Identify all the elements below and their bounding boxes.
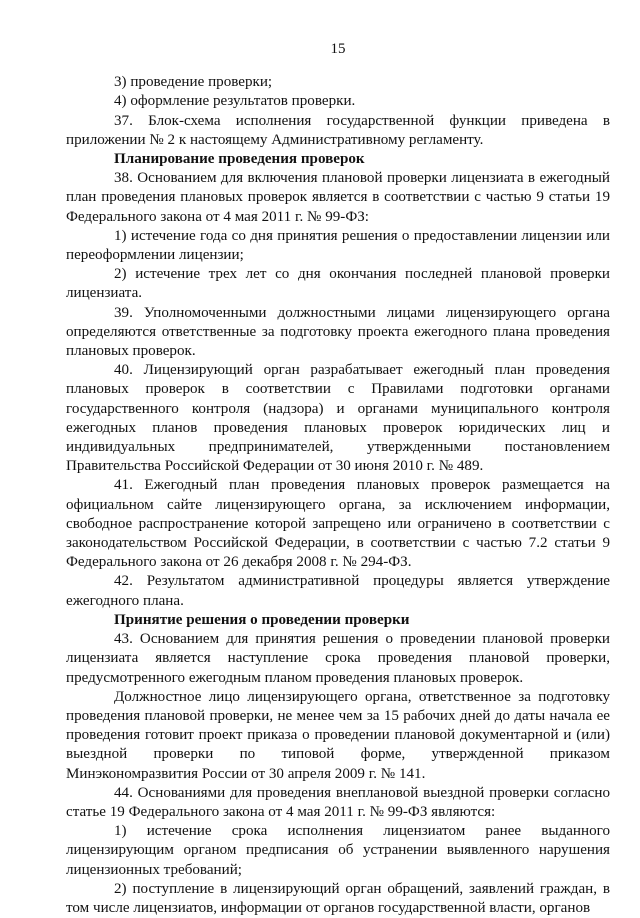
page-number: 15: [330, 41, 346, 57]
paragraph-44: 44. Основаниями для проведения внеплановой выездной проверки согласно статье 19 Федерального закона от 4 мая 2011 г. № 99-ФЗ являются:: [66, 784, 610, 820]
paragraph-38: 38. Основанием для включения плановой проверки лицензиата в ежегодный план проведения плановых проверок является в соответствии с частью 9 статьи 19 Федерального закона от 4 мая 2011 г. № 99-ФЗ:: [66, 170, 610, 225]
list-item: 3) проведение проверки;: [114, 74, 273, 91]
paragraph-40: 40. Лицензирующий орган разрабатывает ежегодный план проведения плановых проверок в соответствии с Правилами подготовки органами государственного контроля (надзора) и органами муниципального контроля ежегодных планов проведения плановых проверок юридических лиц и индивидуальных предпринимателей, утвержденными постановлением Правительства Российской Федерации от 30 июня 2010 г. № 489.: [66, 362, 610, 475]
section-heading-planning: Планирование проведения проверок: [114, 151, 365, 168]
paragraph-official: Должностное лицо лицензирующего органа, ответственное за подготовку проведения плановой проверки, не менее чем за 15 рабочих дней до даты начала ее проведения готовит проект приказа о проведении плановой документарной и (или) выездной проверки по типовой форме, утвержденной приказом Минэкономразвития России от 30 апреля 2009 г. № 141.: [66, 688, 610, 782]
section-heading-decision: Принятие решения о проведении проверки: [114, 611, 410, 628]
paragraph-42: 42. Результатом административной процедуры является утверждение ежегодного плана.: [66, 573, 610, 609]
list-item: 2) поступление в лицензирующий орган обращений, заявлений граждан, в том числе лицензиатов, информации от органов государственной власти, органов: [66, 880, 610, 916]
paragraph-39: 39. Уполномоченными должностными лицами лицензирующего органа определяются ответственные за подготовку проекта ежегодного плана проведения плановых проверок.: [66, 304, 610, 360]
paragraph-41: 41. Ежегодный план проведения плановых проверок размещается на официальном сайте лицензирующего органа, за исключением информации, свободное распространение которой запрещено или ограничено в соответствии с законодательством Российской Федерации, в соответствии с частью 7.2 статьи 9 Федерального закона от 26 декабря 2008 г. № 294-ФЗ.: [66, 477, 610, 571]
list-item: 2) истечение трех лет со дня окончания последней плановой проверки лицензиата.: [66, 266, 610, 302]
list-item: 1) истечение года со дня принятия решения о предоставлении лицензии или переоформлении лицензии;: [66, 227, 610, 264]
paragraph-43: 43. Основанием для принятия решения о проведении плановой проверки лицензиата является наступление срока проведения плановой проверки, предусмотренного ежегодным планом проведения плановых проверок.: [66, 631, 610, 686]
document-page: [66, 40, 610, 918]
list-item: 4) оформление результатов проверки.: [114, 93, 356, 110]
list-item: 1) истечение срока исполнения лицензиатом ранее выданного лицензирующим органом предписания об устранении выявленного нарушения лицензионных требований;: [66, 823, 610, 878]
paragraph-37: 37. Блок-схема исполнения государственной функции приведена в приложении № 2 к настоящему Административному регламенту.: [66, 112, 610, 148]
